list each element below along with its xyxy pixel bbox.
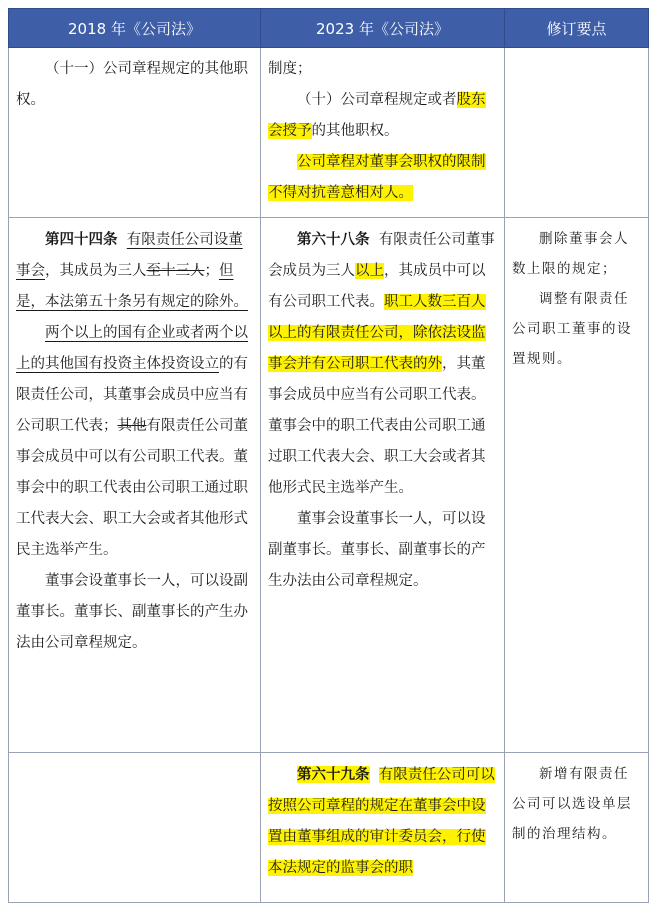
highlight: 股东会授予 <box>268 92 486 139</box>
paragraph: 第四十四条 有限责任公司设董事会，其成员为三人至十三人；但是，本法第五十条另有规定的除外。 <box>16 231 248 310</box>
deleted-text: 其他 <box>117 418 147 434</box>
revision-note: 调整有限责任公司职工董事的设置规则。 <box>512 291 632 367</box>
revision-note: 新增有限责任公司可以选设单层制的治理结构。 <box>512 766 632 842</box>
cell-2018 <box>9 48 261 218</box>
article-number: 第六十八条 <box>297 231 370 248</box>
comparison-table <box>8 8 649 903</box>
table-row <box>9 753 649 903</box>
cell-2023 <box>261 48 505 218</box>
table-row <box>9 218 649 753</box>
cell-2023 <box>261 753 505 903</box>
paragraph <box>268 147 497 209</box>
article-number: 第四十四条 <box>45 231 118 248</box>
paragraph: （十一）公司章程规定的其他职权。 <box>16 61 248 108</box>
deleted-text: 至十三人 <box>146 263 205 279</box>
cell-2018 <box>9 753 261 903</box>
table-row <box>9 48 649 218</box>
article-number: 第六十九条 <box>297 766 370 783</box>
paragraph: 两个以上的国有企业或者两个以上的其他国有投资主体投资设立的有限责任公司，其董事会成员中应当有公司职工代表；其他有限责任公司董事会成员中可以有公司职工代表。董事会中的职工代表由公司职工通过职工代表大会、职工大会或者其他形式民主选举产生。 <box>16 325 248 558</box>
highlight: 公司章程对董事会职权的限制不得对抗善意相对人。 <box>268 154 486 201</box>
underlined-text: 但是，本法第五十条另有规定的除外。 <box>16 263 248 310</box>
table-header-row <box>9 9 649 48</box>
cell-2023 <box>261 218 505 753</box>
revision-note: 删除董事会人数上限的规定； <box>512 231 629 277</box>
header-2018-law: 2018 年《公司法》 <box>9 9 261 48</box>
paragraph: （十）公司章程规定或者股东会授予的其他职权。 <box>268 92 486 139</box>
cell-revision <box>505 48 649 218</box>
cell-revision <box>505 218 649 753</box>
paragraph: 董事会设董事长一人，可以设副董事长。董事长、副董事长的产生办法由公司章程规定。 <box>16 573 248 651</box>
paragraph: 董事会设董事长一人，可以设副董事长。董事长、副董事长的产生办法由公司章程规定。 <box>268 511 486 589</box>
highlight: 以上 <box>355 263 384 279</box>
header-2023-law: 2023 年《公司法》 <box>261 9 505 48</box>
highlight: 有限责任公司可以按照公司章程的规定在董事会中设置由董事组成的审计委员会，行使本法规定的监事会的职 <box>268 767 495 876</box>
header-revision-points: 修订要点 <box>505 9 649 48</box>
highlight: 职工人数三百人以上的有限责任公司，除依法设监事会并有公司职工代表的外 <box>268 294 486 372</box>
paragraph: 制度； <box>268 61 312 77</box>
cell-2018 <box>9 218 261 753</box>
paragraph <box>268 759 497 884</box>
underlined-text: 有限责任公司设董事会 <box>16 232 243 279</box>
paragraph: 第六十八条 有限责任公司董事会成员为三人以上，其成员中可以有公司职工代表。职工人数三百人以上的有限责任公司，除依法设监事会并有公司职工代表的外，其董事会成员中应当有公司职工代表。董事会中的职工代表由公司职工通过职工代表大会、职工大会或者其他形式民主选举产生。 <box>268 231 495 496</box>
cell-revision <box>505 753 649 903</box>
underlined-text: 两个以上的国有企业或者两个以上的其他国有投资主体投资设立 <box>16 325 248 372</box>
